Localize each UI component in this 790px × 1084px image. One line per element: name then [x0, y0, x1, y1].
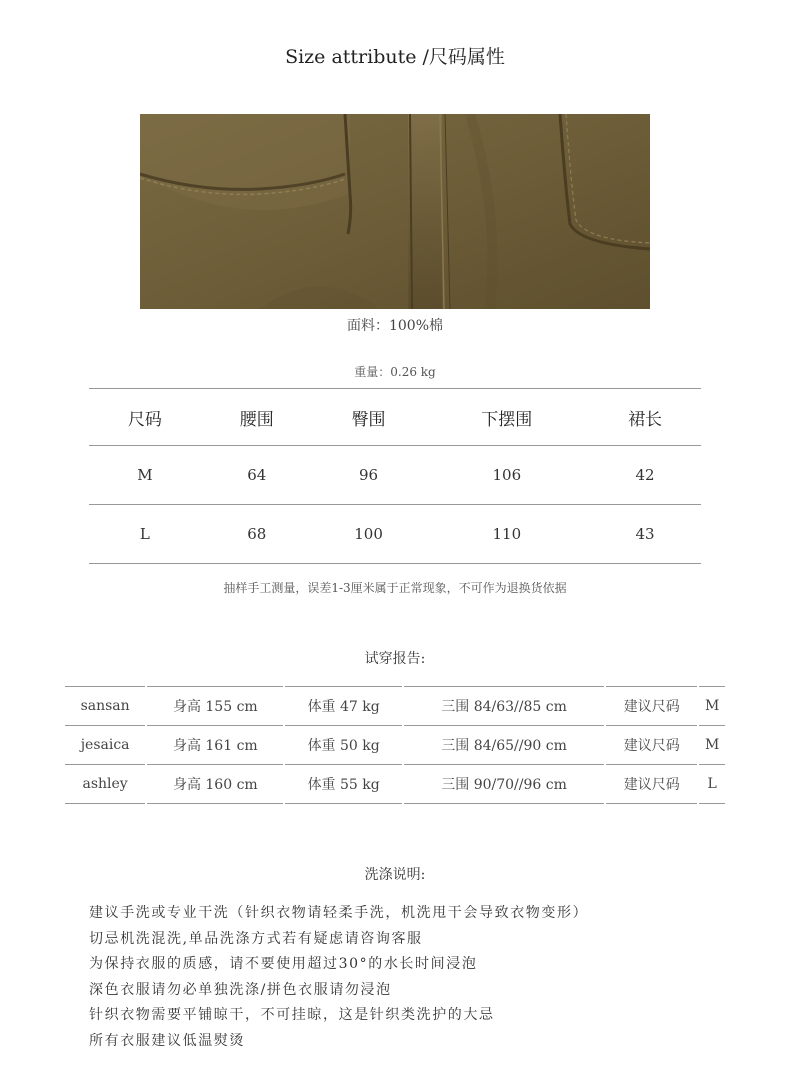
suggested-size-label: 建议尺码: [606, 764, 697, 804]
size-table: [89, 388, 701, 564]
size-cell: 68: [201, 505, 313, 564]
wash-instructions-list: [89, 901, 588, 1054]
model-height: 身高 161 cm: [147, 725, 283, 764]
model-measurements: 三围 84/65//90 cm: [404, 725, 604, 764]
size-header-cell: 裙长: [589, 389, 701, 446]
model-weight: 体重 47 kg: [285, 686, 401, 725]
suggested-size: M: [699, 686, 725, 725]
model-height: 身高 155 cm: [147, 686, 283, 725]
list-item: 深色衣服请勿必单独洗涤/拼色衣服请勿浸泡: [89, 981, 392, 998]
measurement-note: 抽样手工测量，误差1-3厘米属于正常现象，不可作为退换货依据: [223, 581, 567, 595]
size-cell: 43: [589, 505, 701, 564]
page-title: Size attribute /尺码属性: [285, 46, 505, 68]
size-cell: 96: [313, 446, 425, 505]
table-row: [89, 446, 701, 505]
size-header-cell: 下摆围: [424, 389, 589, 446]
list-item: 为保持衣服的质感，请不要使用超过30°的水长时间浸泡: [89, 956, 478, 972]
fit-report-table: [63, 686, 727, 804]
fabric-composition: 面料：100%棉: [346, 318, 444, 334]
fabric-photo: [140, 114, 650, 309]
list-item: 切忌机洗混洗,单品洗涤方式若有疑虑请咨询客服: [89, 930, 423, 947]
table-row: [65, 686, 725, 725]
table-row: [65, 725, 725, 764]
size-header-cell: 腰围: [201, 389, 313, 446]
suggested-size: L: [699, 764, 725, 804]
model-height: 身高 160 cm: [147, 764, 283, 804]
size-cell: 64: [201, 446, 313, 505]
suggested-size-label: 建议尺码: [606, 686, 697, 725]
model-measurements: 三围 90/70//96 cm: [404, 764, 604, 804]
size-cell: 100: [313, 505, 425, 564]
wash-instructions-title: 洗涤说明:: [364, 867, 426, 883]
size-cell: 106: [424, 446, 589, 505]
table-row: [65, 764, 725, 804]
weight-info: 重量：0.26 kg: [354, 365, 436, 379]
list-item: 建议手洗或专业干洗（针织衣物请轻柔手洗，机洗甩干会导致衣物变形）: [89, 905, 589, 921]
fit-report-title: 试穿报告:: [364, 651, 426, 667]
size-header-cell: 尺码: [89, 389, 201, 446]
model-name: jesaica: [65, 725, 145, 764]
size-cell: 110: [424, 505, 589, 564]
size-table-header: [89, 389, 701, 446]
table-row: [89, 505, 701, 564]
model-weight: 体重 50 kg: [285, 725, 401, 764]
model-weight: 体重 55 kg: [285, 764, 401, 804]
model-name: sansan: [65, 686, 145, 725]
list-item: 所有衣服建议低温熨烫: [89, 1032, 245, 1049]
size-cell: L: [89, 505, 201, 564]
suggested-size-label: 建议尺码: [606, 725, 697, 764]
size-cell: 42: [589, 446, 701, 505]
size-cell: M: [89, 446, 201, 505]
suggested-size: M: [699, 725, 725, 764]
size-header-cell: 臀围: [313, 389, 425, 446]
list-item: 针织衣物需要平铺晾干，不可挂晾，这是针织类洗护的大忌: [89, 1007, 495, 1023]
model-measurements: 三围 84/63//85 cm: [404, 686, 604, 725]
model-name: ashley: [65, 764, 145, 804]
